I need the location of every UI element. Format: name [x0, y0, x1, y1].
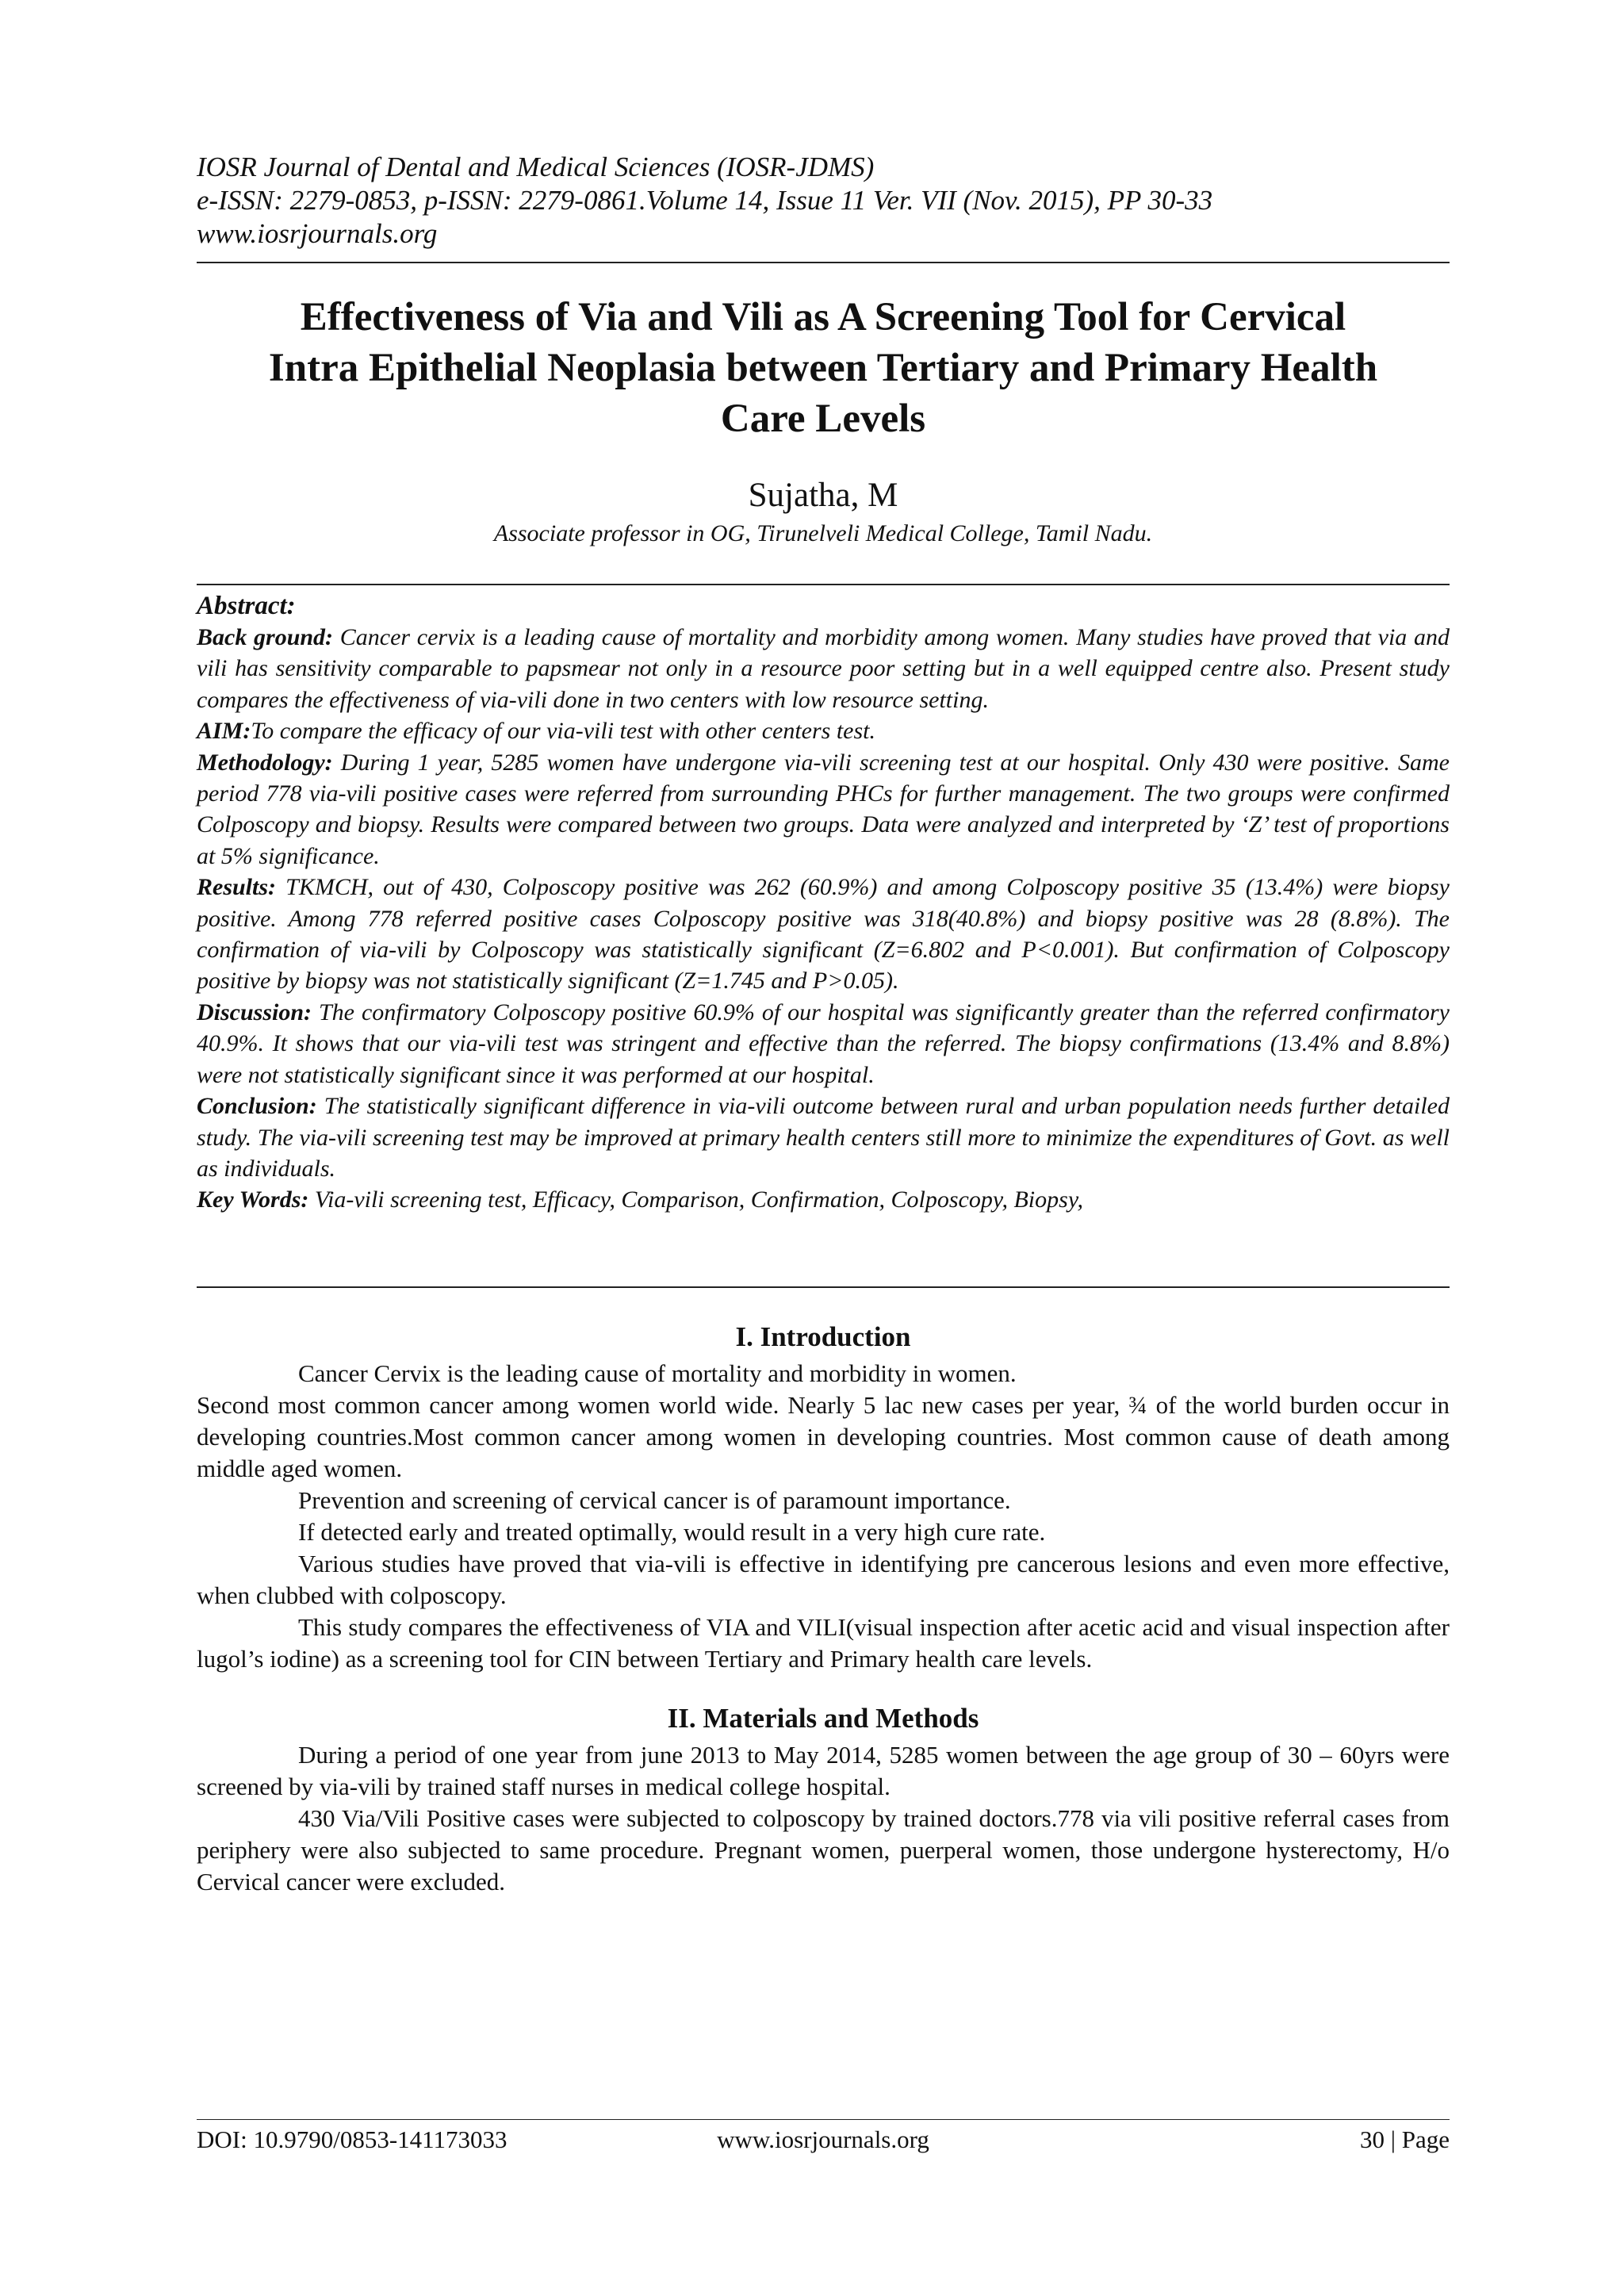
intro-paragraph-4: If detected early and treated optimally, would result in a very high cure rate.: [298, 1518, 1046, 1546]
footer-website[interactable]: www.iosrjournals.org: [717, 2125, 929, 2153]
conclusion-text: The statistically significant difference in via-vili outcome between rural and urban population needs further detailed study. The via-vili screening test may be improved at primary health centers still more to minimize the expenditures of Govt. as well as individuals.: [197, 1093, 1450, 1182]
author-name: Sujatha, M: [748, 477, 898, 514]
abstract-bottom-divider: [197, 1286, 1450, 1288]
methods-heading: II. Materials and Methods: [667, 1703, 979, 1734]
abstract-heading: Abstract:: [197, 592, 296, 620]
methodology-label: Methodology:: [197, 749, 333, 776]
intro-paragraph-2: Second most common cancer among women world wide. Nearly 5 lac new cases per year, ¾ of the world burden occur in developing countries.Most common cancer among women in developing countries. Most common cause of death among middle aged women.: [197, 1391, 1450, 1482]
methods-paragraph-1: During a period of one year from june 2013 to May 2014, 5285 women between the age group of 30 – 60yrs were screened by via-vili by trained staff nurses in medical college hospital.: [197, 1741, 1450, 1800]
journal-header: [197, 151, 1450, 251]
results-label: Results:: [197, 874, 277, 901]
footer-page-number: 30 | Page: [1360, 2125, 1450, 2153]
results-text: TKMCH, out of 430, Colposcopy positive was 262 (60.9%) and among Colposcopy positive 35 (13.4%) were biopsy positive. Among 778 referred positive cases Colposcopy positive was 318(40.8%) and biopsy positive was 28 (8.8%). The confirmation of via-vili by Colposcopy was statistically significant (Z=6.802 and P<0.001). But confirmation of Colposcopy positive by biopsy was not statistically significant (Z=1.745 and P>0.05).: [197, 874, 1450, 995]
intro-paragraph-1: Cancer Cervix is the leading cause of mortality and morbidity in women.: [298, 1359, 1017, 1387]
title-line-1: Effectiveness of Via and Vili as A Screening Tool for Cervical: [300, 295, 1346, 339]
abstract-results: [197, 872, 1450, 997]
methods-body: [197, 1739, 1450, 1898]
footer-divider: [197, 2119, 1450, 2120]
intro-paragraph-5: Various studies have proved that via-vili is effective in identifying pre cancerous lesions and even more effective, when clubbed with colposcopy.: [197, 1550, 1450, 1609]
intro-paragraph-6: This study compares the effectiveness of VIA and VILI(visual inspection after acetic acid and visual inspection after lugol’s iodine) as a screening tool for CIN between Tertiary and Primary health care levels.: [197, 1613, 1450, 1673]
conclusion-label: Conclusion:: [197, 1093, 317, 1120]
introduction-body: [197, 1358, 1450, 1675]
title-line-3: Care Levels: [720, 397, 926, 441]
abstract-conclusion: [197, 1091, 1450, 1184]
abstract-methodology: [197, 747, 1450, 872]
background-text: Cancer cervix is a leading cause of mortality and morbidity among women. Many studies have proved that via and vili has sensitivity comparable to papsmear not only in a resource poor setting but in a well equipped centre also. Present study compares the effectiveness of via-vili done in two centers with low resource setting.: [197, 624, 1450, 713]
journal-website[interactable]: www.iosrjournals.org: [197, 218, 438, 249]
title-line-2: Intra Epithelial Neoplasia between Tertiary and Primary Health: [268, 346, 1378, 390]
abstract-aim: [197, 715, 1450, 746]
intro-paragraph-3: Prevention and screening of cervical cancer is of paramount importance.: [298, 1486, 1011, 1514]
journal-name: IOSR Journal of Dental and Medical Sciences (IOSR-JDMS): [197, 151, 875, 182]
discussion-text: The confirmatory Colposcopy positive 60.9% of our hospital was significantly greater than the referred confirmatory 40.9%. It shows that our via-vili test was stringent and effective than the referred. The biopsy confirmations (13.4% and 8.8%) were not statistically significant since it was performed at our hospital.: [197, 999, 1450, 1088]
methodology-text: During 1 year, 5285 women have undergone via-vili screening test at our hospital. Only 430 were positive. Same period 778 via-vili positive cases were referred from surrounding PHCs for further management. The two groups were confirmed Colposcopy and biopsy. Results were compared between two groups. Data were analyzed and interpreted by ‘Z’ test of proportions at 5% significance.: [197, 749, 1450, 869]
methods-paragraph-2: 430 Via/Vili Positive cases were subjected to colposcopy by trained doctors.778 via vili positive referral cases from periphery were also subjected to same procedure. Pregnant women, puerperal women, those undergone hysterectomy, H/o Cervical cancer were excluded.: [197, 1804, 1450, 1895]
abstract-background: [197, 622, 1450, 715]
aim-label: AIM:: [197, 718, 251, 745]
footer-doi[interactable]: DOI: 10.9790/0853-141173033: [197, 2125, 508, 2153]
paper-title: [197, 292, 1450, 444]
keywords-label: Key Words:: [197, 1186, 309, 1213]
abstract-block: [197, 590, 1450, 1216]
aim-text: To compare the efficacy of our via-vili test with other centers test.: [251, 718, 875, 745]
abstract-keywords: [197, 1184, 1450, 1215]
discussion-label: Discussion:: [197, 999, 312, 1025]
page-footer: [197, 2124, 1450, 2159]
background-label: Back ground:: [197, 624, 334, 650]
author-affiliation: Associate professor in OG, Tirunelveli Medical College, Tamil Nadu.: [493, 520, 1153, 546]
keywords-text: Via-vili screening test, Efficacy, Comparison, Confirmation, Colposcopy, Biopsy,: [308, 1186, 1083, 1213]
abstract-top-divider: [197, 584, 1450, 585]
journal-issn: e-ISSN: 2279-0853, p-ISSN: 2279-0861.Volume 14, Issue 11 Ver. VII (Nov. 2015), PP 30-33: [197, 185, 1213, 216]
header-divider: [197, 262, 1450, 263]
introduction-heading: I. Introduction: [735, 1321, 911, 1352]
abstract-discussion: [197, 997, 1450, 1091]
